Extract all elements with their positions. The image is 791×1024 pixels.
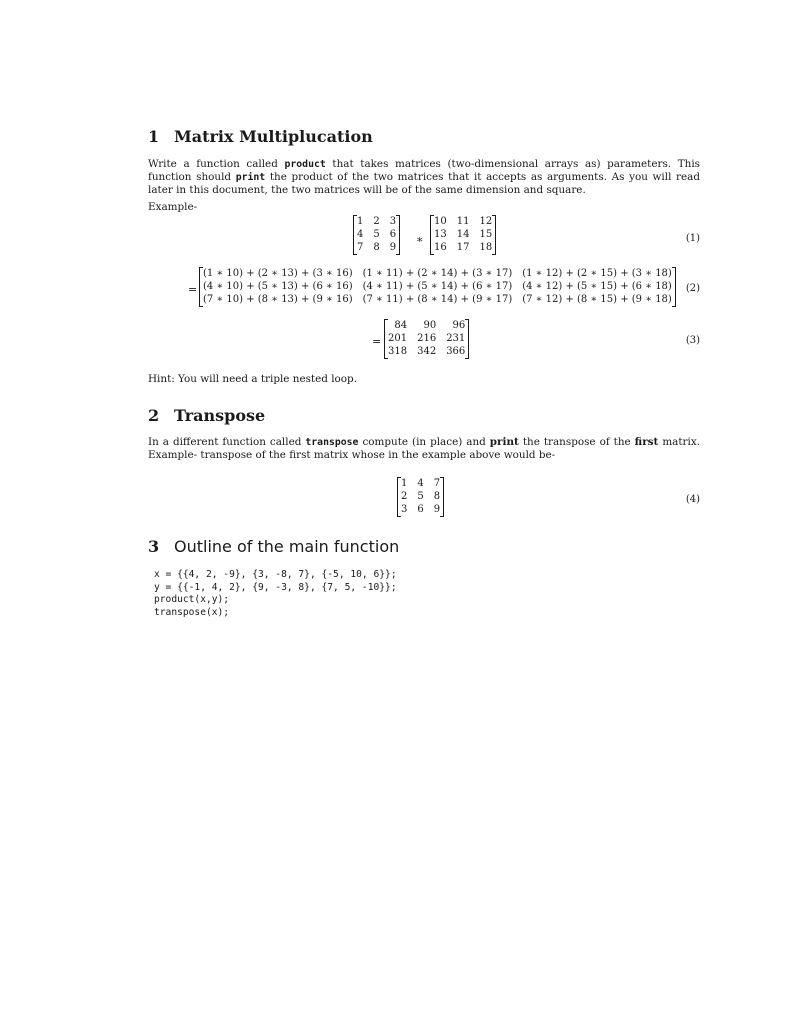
matrix-cell: 318: [388, 346, 408, 357]
paragraph-text: the product of the two matrices that it accepts as arguments. As you will read later in this document, the two matrices will be of the same dimension and square.: [148, 171, 700, 197]
matrix-cell: 6: [389, 229, 397, 240]
print-keyword: print: [489, 436, 519, 448]
paragraph-text: Write a function called: [148, 158, 285, 170]
matrix-transpose: [397, 477, 444, 517]
matrix-cell: (7 ∗ 10) + (8 ∗ 13) + (9 ∗ 16): [203, 294, 353, 305]
matrix-cell: (7 ∗ 12) + (8 ∗ 15) + (9 ∗ 18): [522, 294, 672, 305]
section-number: 2: [148, 406, 160, 425]
first-keyword: first: [634, 436, 659, 448]
section-number: 3: [148, 537, 160, 556]
matrix-cell: 2: [373, 216, 380, 227]
matrix-cell: 3: [389, 216, 397, 227]
matrix-cell: 342: [417, 346, 437, 357]
print-keyword: print: [235, 172, 266, 184]
paragraph-text: compute (in place) and: [358, 436, 490, 448]
matrix-cell: 231: [446, 333, 466, 344]
hint-text: Hint: You will need a triple nested loop.: [148, 373, 358, 385]
matrix-cell: 12: [479, 216, 493, 227]
equals-sign: =: [188, 283, 198, 296]
matrix-b: [430, 215, 496, 255]
section-title: Outline of the main function: [174, 537, 400, 556]
matrix-expanded: [199, 267, 676, 307]
matrix-cell: 10: [434, 216, 447, 227]
code-block: [154, 569, 397, 619]
matrix-cell: 5: [373, 229, 380, 240]
matrix-cell: 16: [434, 242, 447, 253]
paragraph-text: the transpose of the: [518, 436, 635, 448]
product-keyword: product: [284, 159, 326, 170]
matrix-result: [384, 319, 469, 359]
matrix-cell: 14: [456, 229, 470, 240]
equals-sign: =: [372, 335, 382, 348]
matrix-cell: 216: [417, 333, 437, 344]
equation-number-2: (2): [685, 283, 700, 294]
equation-number-3: (3): [685, 335, 700, 346]
matrix-cell: 3: [401, 504, 408, 515]
section-title: Transpose: [174, 406, 266, 425]
matrix-cell: 2: [401, 491, 408, 502]
matrix-cell: (1 ∗ 10) + (2 ∗ 13) + (3 ∗ 16): [203, 268, 353, 279]
paragraph-text: that takes matrices (two-dimensional arrays as) parameters. This function should: [148, 158, 700, 184]
section-2-heading: [148, 406, 265, 425]
paragraph-text: matrix. Example- transpose of the first matrix whose in the example above would be-: [148, 436, 701, 462]
matrix-cell: 18: [479, 242, 493, 253]
matrix-cell: 4: [417, 478, 424, 489]
example-label: Example-: [148, 201, 198, 213]
section-title: Matrix Multiplucation: [174, 127, 373, 146]
matrix-cell: (4 ∗ 10) + (5 ∗ 13) + (6 ∗ 16): [203, 281, 353, 292]
matrix-cell: 1: [357, 216, 364, 227]
section-3-heading: [148, 537, 399, 556]
matrix-cell: (1 ∗ 11) + (2 ∗ 14) + (3 ∗ 17): [362, 268, 513, 279]
section-1-paragraph: [148, 158, 700, 198]
section-1-heading: [148, 127, 373, 146]
matrix-cell: 4: [357, 229, 364, 240]
matrix-cell: 9: [433, 504, 441, 515]
matrix-cell: 11: [456, 216, 470, 227]
matrix-cell: 17: [456, 242, 470, 253]
matrix-cell: 8: [433, 491, 441, 502]
matrix-cell: 8: [373, 242, 380, 253]
code-line: x = {{4, 2, -9}, {3, -8, 7}, {-5, 10, 6}};: [154, 569, 397, 580]
paragraph-text: In a different function called: [148, 436, 306, 448]
code-line: y = {{-1, 4, 2}, {9, -3, 8}, {7, 5, -10}};: [154, 581, 397, 593]
matrix-cell: 15: [479, 229, 493, 240]
matrix-cell: (7 ∗ 11) + (8 ∗ 14) + (9 ∗ 17): [362, 294, 513, 305]
times-operator: ∗: [416, 233, 424, 246]
matrix-cell: 7: [357, 242, 364, 253]
section-2-paragraph: [148, 436, 700, 462]
matrix-cell: 1: [401, 478, 408, 489]
equation-number-4: (4): [685, 494, 700, 505]
matrix-cell: 5: [417, 491, 424, 502]
transpose-keyword: transpose: [305, 437, 359, 448]
matrix-cell: 9: [389, 242, 397, 253]
matrix-cell: 7: [433, 478, 441, 489]
matrix-cell: (4 ∗ 12) + (5 ∗ 15) + (6 ∗ 18): [522, 281, 672, 292]
matrix-cell: 366: [446, 346, 466, 357]
matrix-cell: (4 ∗ 11) + (5 ∗ 14) + (6 ∗ 17): [362, 281, 513, 292]
matrix-cell: 6: [417, 504, 424, 515]
section-number: 1: [148, 127, 160, 146]
code-line: transpose(x);: [154, 606, 230, 618]
equation-number-1: (1): [685, 233, 700, 244]
matrix-cell: 96: [452, 320, 466, 331]
matrix-cell: 90: [423, 320, 437, 331]
matrix-cell: 84: [394, 320, 408, 331]
matrix-cell: 13: [434, 229, 447, 240]
matrix-a: [353, 215, 400, 255]
code-line: product(x,y);: [154, 594, 230, 606]
matrix-cell: (1 ∗ 12) + (2 ∗ 15) + (3 ∗ 18): [522, 268, 672, 279]
matrix-cell: 201: [388, 333, 408, 344]
